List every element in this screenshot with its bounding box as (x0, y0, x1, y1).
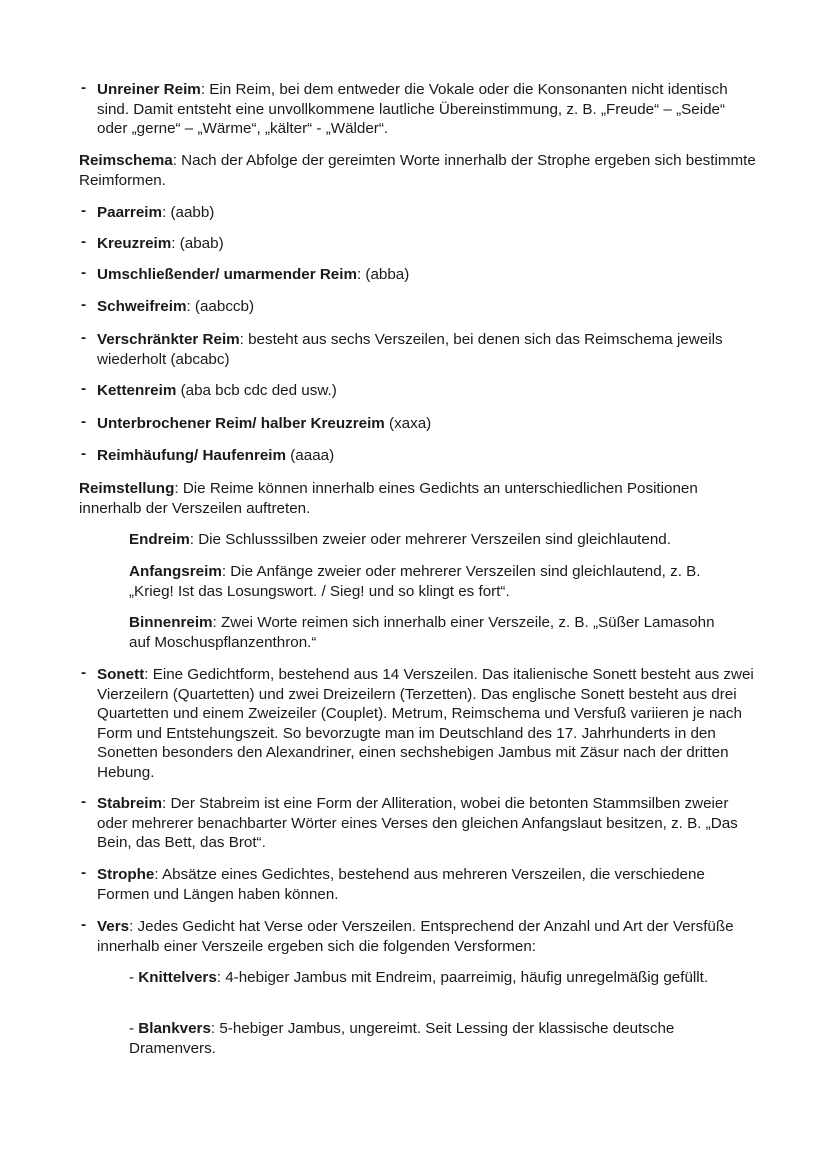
bullet-dash: - (81, 202, 87, 219)
definition: : (abab) (171, 235, 224, 252)
bullet-dash: - (81, 413, 87, 430)
prefix-dash: - (129, 1020, 139, 1037)
term: Reimhäufung/ Haufenreim (97, 447, 287, 464)
term: Kreuzreim (97, 235, 172, 252)
bullet-dash: - (81, 79, 87, 96)
list-item-haufenreim (79, 446, 759, 466)
definition: : 5-hebiger Jambus, ungereimt. Seit Lessing der klassische deutsche Dramenvers. (129, 1020, 675, 1057)
bullet-dash: - (81, 380, 87, 397)
list-item-sonett (79, 665, 759, 782)
definition: (xaxa) (384, 415, 432, 432)
list-item-kettenreim (79, 381, 759, 401)
definition: : Die Reime können innerhalb eines Gedichts an unterschiedlichen Positionen innerhalb der Verszeilen auftreten. (79, 480, 698, 517)
indented-knittelvers (129, 968, 739, 988)
term: Schweifreim (97, 298, 187, 315)
list-item-unterbrochener-reim (79, 414, 759, 434)
term: Knittelvers (138, 969, 217, 986)
indented-blankvers (129, 1019, 739, 1058)
term: Reimschema (79, 152, 173, 169)
definition: : (abba) (356, 266, 410, 283)
definition: : Absätze eines Gedichtes, bestehend aus mehreren Verszeilen, die verschiedene Formen und Längen haben können. (97, 866, 705, 903)
indented-endreim (129, 530, 739, 550)
list-item-kreuzreim (79, 234, 759, 254)
term: Strophe (97, 866, 155, 883)
indented-anfangsreim (129, 562, 739, 601)
definition: : besteht aus sechs Verszeilen, bei denen sich das Reimschema jeweils wiederholt (abcabc) (97, 331, 723, 368)
bullet-dash: - (81, 264, 87, 281)
term: Stabreim (97, 795, 162, 812)
term: Kettenreim (97, 382, 177, 399)
term: Verschränkter Reim (97, 331, 240, 348)
list-item-schweifreim (79, 297, 759, 317)
definition: (aba bcb cdc ded usw.) (176, 382, 337, 399)
list-item-stabreim (79, 794, 759, 853)
list-item-unreiner-reim (79, 80, 759, 139)
definition: : Die Anfänge zweier oder mehrerer Verszeilen sind gleichlautend, z. B. „Krieg! Ist das Losungswort. / Sieg! und so klingt es fort“. (129, 563, 701, 600)
bullet-dash: - (81, 329, 87, 346)
term: Reimstellung (79, 480, 175, 497)
definition: : 4-hebiger Jambus mit Endreim, paarreimig, häufig unregelmäßig gefüllt. (216, 969, 709, 986)
prefix-dash: - (129, 969, 139, 986)
list-item-vers (79, 917, 759, 956)
term: Unreiner Reim (97, 81, 201, 98)
term: Binnenreim (129, 614, 213, 631)
term: Vers (97, 918, 130, 935)
definition: : Eine Gedichtform, bestehend aus 14 Verszeilen. Das italienische Sonett besteht aus zwei Vierzeilern (Quartetten) und zwei Dreizeilern (Terzetten). Das englische Sonett besteht aus drei Quartetten und einem Zweizeiler (Couplet). Metrum, Reimschema und Versfuß variieren je nach Form und Entstehungszeit. So bevorzugte man im Deutschland des 17. Jahrhunderts in den Sonetten besonders den Alexandriner, einen sechshebigen Jambus mit Zäsur nach der dritten Hebung. (97, 666, 754, 781)
term: Umschließender/ umarmender Reim (97, 266, 357, 283)
definition: : Zwei Worte reimen sich innerhalb einer Verszeile, z. B. „Süßer Lamasohn auf Moschuspflanzenthron.“ (129, 614, 715, 651)
term: Sonett (97, 666, 145, 683)
term: Endreim (129, 531, 190, 548)
bullet-dash: - (81, 233, 87, 250)
list-item-verschraenkter-reim (79, 330, 759, 369)
term: Anfangsreim (129, 563, 222, 580)
term: Paarreim (97, 204, 163, 221)
definition: : (aabb) (162, 204, 215, 221)
paragraph-reimstellung (79, 479, 759, 518)
term: Unterbrochener Reim/ halber Kreuzreim (97, 415, 385, 432)
list-item-umarmender-reim (79, 265, 759, 285)
bullet-dash: - (81, 664, 87, 681)
term: Blankvers (138, 1020, 211, 1037)
definition: : Nach der Abfolge der gereimten Worte innerhalb der Strophe ergeben sich bestimmte Reimformen. (79, 152, 756, 189)
list-item-strophe (79, 865, 759, 904)
definition: : Jedes Gedicht hat Verse oder Verszeilen. Entsprechend der Anzahl und Art der Versfüße innerhalb einer Verszeile ergeben sich die folgenden Versformen: (97, 918, 734, 955)
bullet-dash: - (81, 916, 87, 933)
bullet-dash: - (81, 296, 87, 313)
definition: : Ein Reim, bei dem entweder die Vokale oder die Konsonanten nicht identisch sind. Damit entsteht eine unvollkommene lautliche Übereinstimmung, z. B. „Freude“ – „Seide“ oder „gerne“ – „Wärme“, „kälter“ - „Wälder“. (97, 81, 728, 137)
definition: : Die Schlusssilben zweier oder mehrerer Verszeilen sind gleichlautend. (189, 531, 671, 548)
paragraph-reimschema (79, 151, 759, 190)
bullet-dash: - (81, 864, 87, 881)
bullet-dash: - (81, 445, 87, 462)
definition: : Der Stabreim ist eine Form der Alliteration, wobei die betonten Stammsilben zweier oder mehrerer benachbarter Wörter eines Verses den gleichen Anfangslaut besitzen, z. B. „Das Bein, das Bett, das Brot“. (97, 795, 738, 851)
list-item-paarreim (79, 203, 759, 223)
definition: : (aabccb) (186, 298, 255, 315)
definition: (aaaa) (286, 447, 335, 464)
indented-binnenreim (129, 613, 739, 652)
bullet-dash: - (81, 793, 87, 810)
